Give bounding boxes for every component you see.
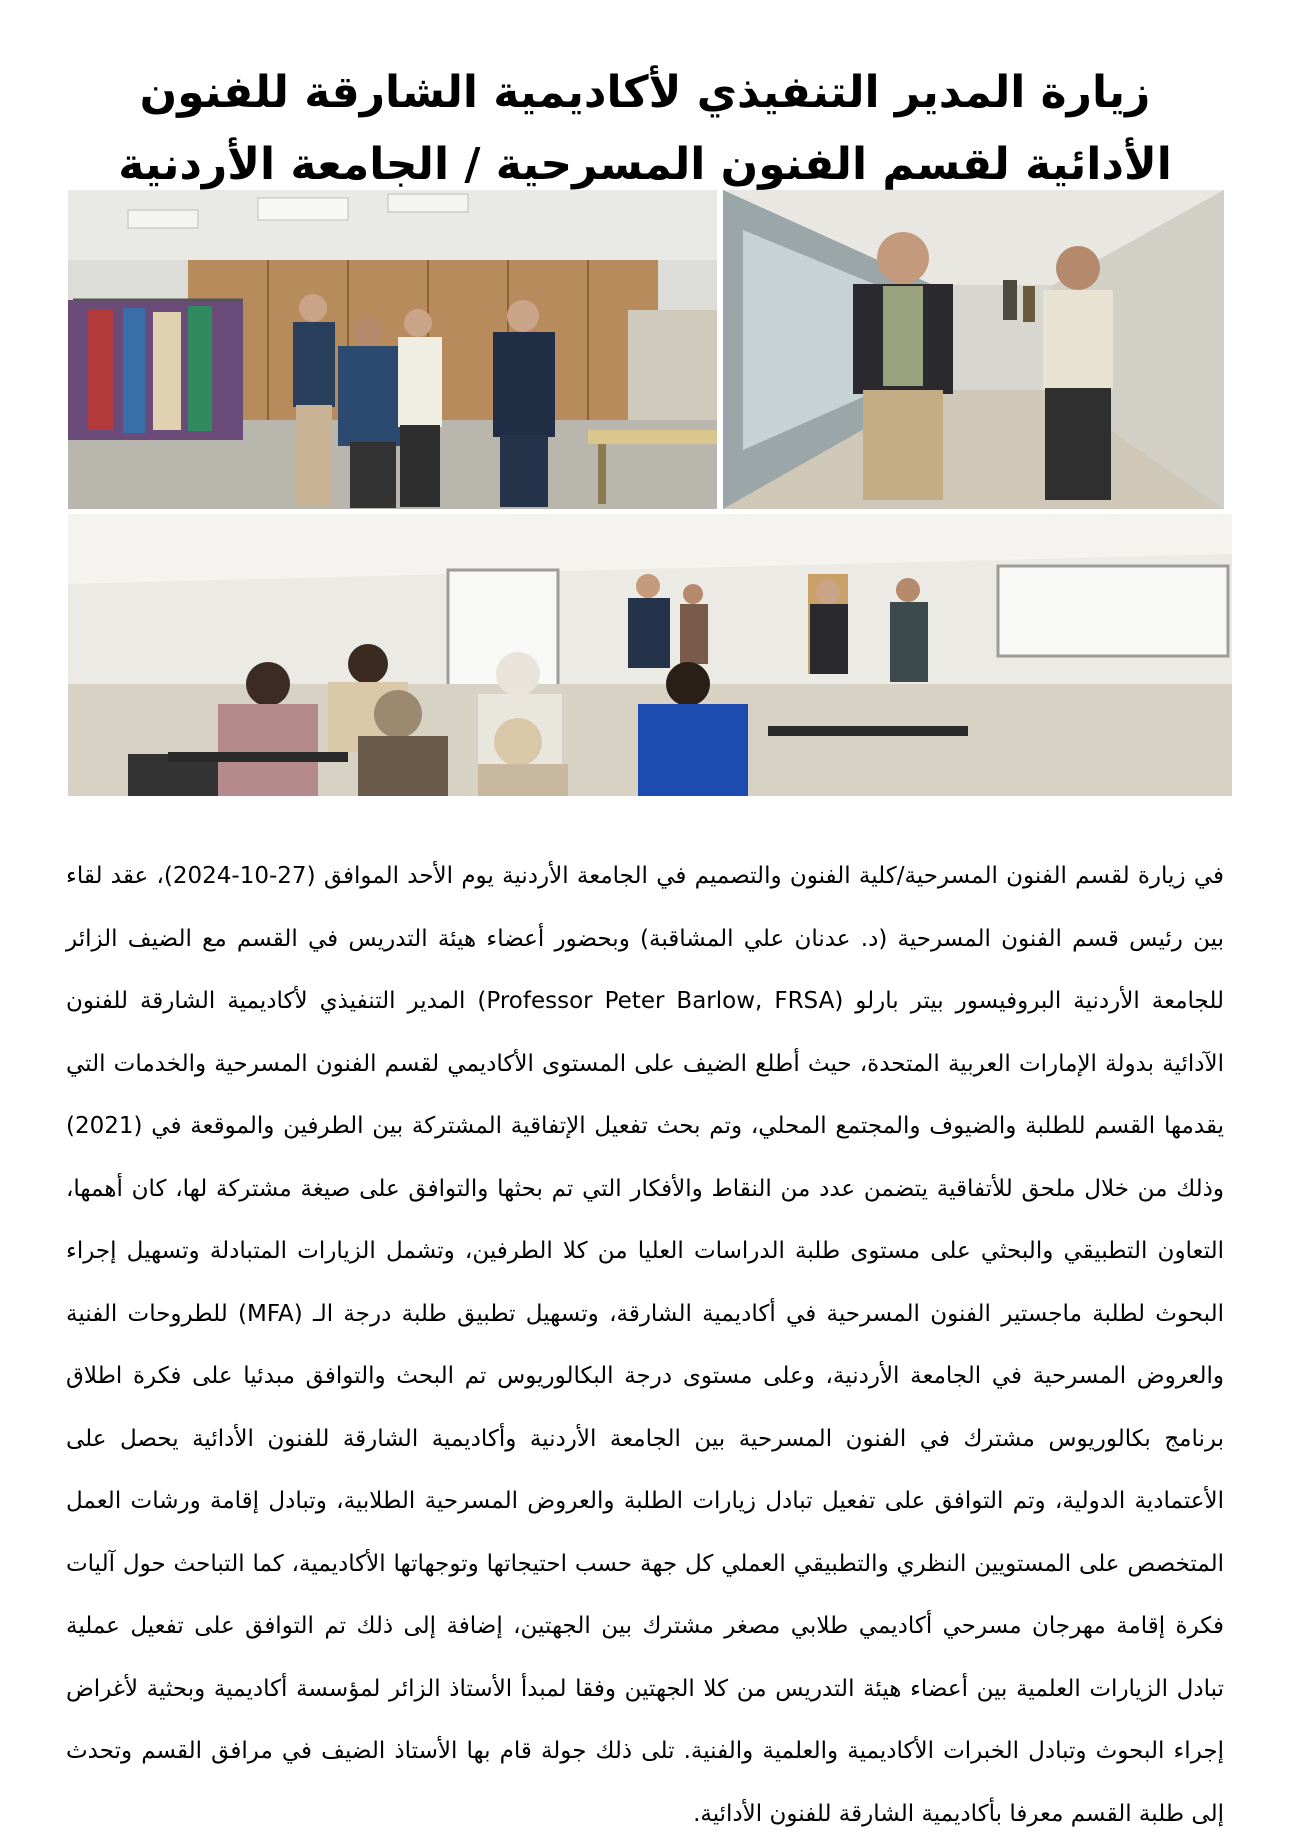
classroom-photo: [68, 514, 1232, 796]
page-title: زيارة المدير التنفيذي لأكاديمية الشارقة للفنون الأدائية لقسم الفنون المسرحية / الجامعة الأردنية: [118, 67, 1172, 191]
classroom-illustration: [68, 514, 1232, 796]
corridor-illustration: [723, 190, 1224, 509]
meeting-room-photo: [68, 190, 717, 509]
corridor-photo: [723, 190, 1224, 509]
meeting-room-illustration: [68, 190, 717, 509]
article-body: في زيارة لقسم الفنون المسرحية/كلية الفنون والتصميم في الجامعة الأردنية يوم الأحد الموافق (27-10-2024)، عقد لقاء بين رئيس قسم الفنون المسرحية (د. عدنان علي المشاقبة) وبحضور أعضاء هيئة التدريس في القسم مع الضيف الزائر للجامعة الأردنية البروفيسور بيتر بارلو (Professor Peter Barlow, FRSA) المدير التنفيذي لأكاديمية الشارقة للفنون الآدائية بدولة الإمارات العربية المتحدة، حيث أطلع الضيف على المستوى الأكاديمي لقسم الفنون المسرحية والخدمات التي يقدمها القسم للطلبة والضيوف والمجتمع المحلي، وتم بحث تفعيل الإتفاقية المشتركة بين الطرفين والموقعة في (2021) وذلك من خلال ملحق للأتفاقية يتضمن عدد من النقاط والأفكار التي تم بحثها والتوافق على صيغة مشتركة لها، كان أهمها، التعاون التطبيقي والبحثي على مستوى طلبة الدراسات العليا من كلا الطرفين، وتشمل الزيارات المتبادلة وتسهيل إجراء البحوث لطلبة ماجستير الفنون المسرحية في أكاديمية الشارقة، وتسهيل تطبيق طلبة درجة الـ (MFA) للطروحات الفنية والعروض المسرحية في الجامعة الأردنية، وعلى مستوى درجة البكالوريوس تم البحث والتوافق مبدئيا على فكرة اطلاق برنامج بكالوريوس مشترك في الفنون المسرحية بين الجامعة الأردنية وأكاديمية الشارقة للفنون الأدائية يحصل على الأعتمادية الدولية، وتم التوافق على تفعيل تبادل زيارات الطلبة والعروض المسرحية الطلابية، وتبادل إقامة ورشات العمل المتخصص على المستويين النظري والتطبيقي العملي كل جهة حسب احتيجاتها وتوجهاتها الأكاديمية، كما التباحث حول آليات فكرة إقامة مهرجان مسرحي أكاديمي طلابي مصغر مشترك بين الجهتين، إضافة إلى ذلك تم التوافق على تفعيل عملية تبادل الزيارات العلمية بين أعضاء هيئة التدريس من كلا الجهتين وفقا لمبدأ الأستاذ الزائر لمؤسسة أكاديمية وبحثية لأغراض إجراء البحوث وتبادل الخبرات الأكاديمية والعلمية والفنية. تلى ذلك جولة قام بها الأستاذ الضيف في مرافق القسم وتحدث إلى طلبة القسم معرفا بأكاديمية الشارقة للفنون الأدائية.: [66, 863, 1224, 1827]
